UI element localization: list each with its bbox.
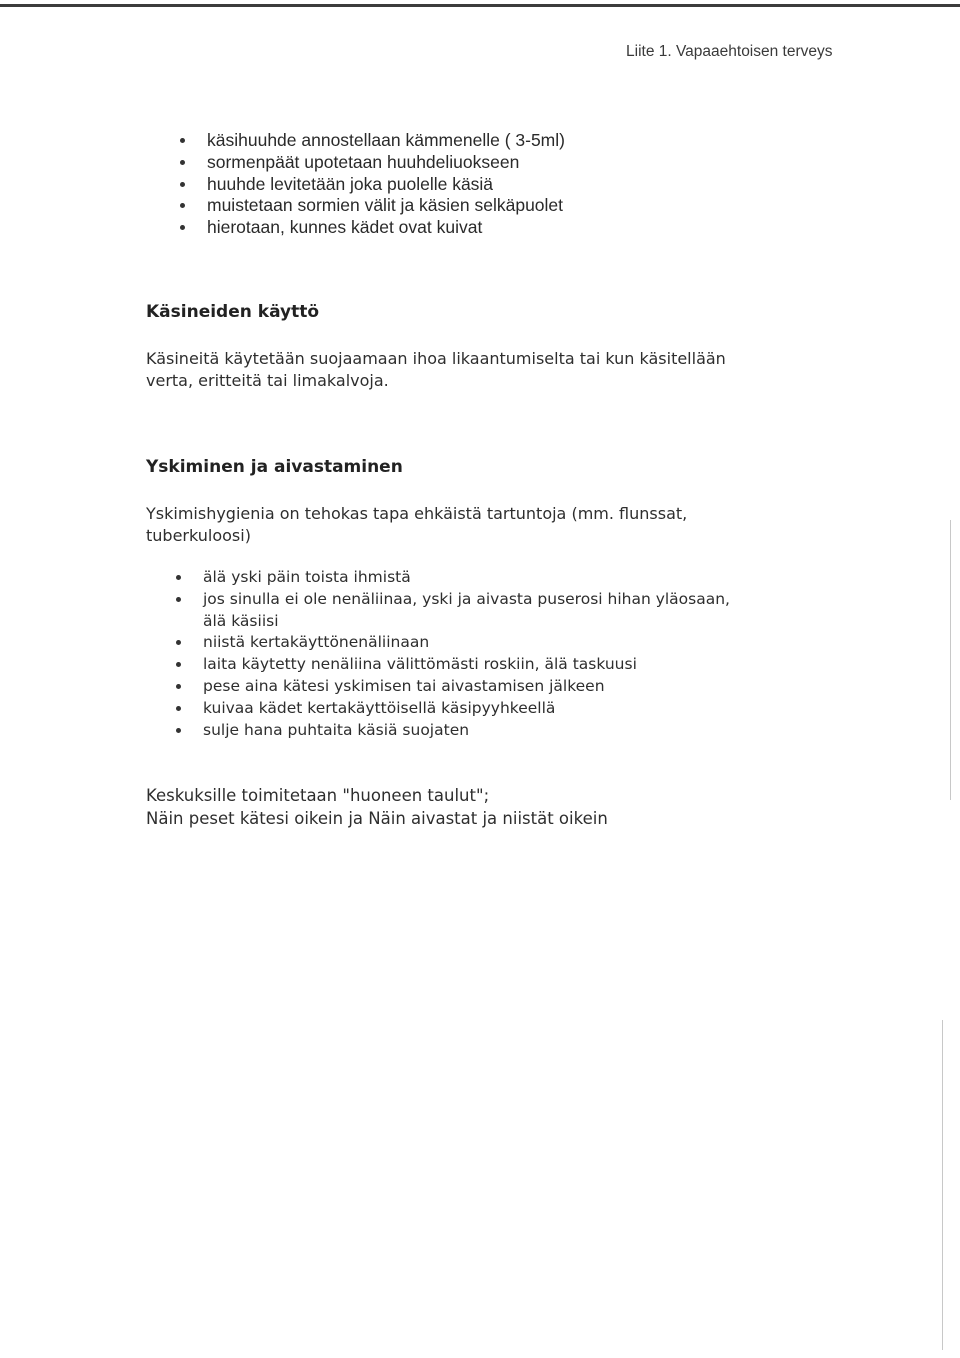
cough-paragraph: Yskimishygienia on tehokas tapa ehkäistä tartuntoja (mm. flunssat, tuberkuloosi) [146,504,688,545]
cough-heading: Yskiminen ja aivastaminen [146,457,403,477]
list-item: sulje hana puhtaita käsiä suojaten [203,720,730,742]
bullet-icon [180,182,185,187]
footer-paragraph: Keskuksille toimitetaan "huoneen taulut"; Näin peset kätesi oikein ja Näin aivastat ja niistät oikein [146,786,608,828]
bullet-icon [180,160,185,165]
list-item: laita käytetty nenäliina välittömästi roskiin, älä taskuusi [203,654,730,676]
hand-rub-steps-list [207,130,565,239]
list-item: huuhde levitetään joka puolelle käsiä [207,174,565,196]
bullet-icon [176,597,181,602]
bullet-icon [180,203,185,208]
bullet-icon [176,706,181,711]
top-border-line [0,4,960,7]
gloves-paragraph: Käsineitä käytetään suojaamaan ihoa likaantumiselta tai kun käsitellään verta, eritteitä tai limakalvoja. [146,349,726,390]
scan-edge-mark [942,1020,943,1350]
bullet-icon [176,575,181,580]
list-item: hierotaan, kunnes kädet ovat kuivat [207,217,565,239]
bullet-icon [176,662,181,667]
list-item: pese aina kätesi yskimisen tai aivastamisen jälkeen [203,676,730,698]
list-item: älä yski päin toista ihmistä [203,567,730,589]
bullet-icon [180,138,185,143]
list-item: muistetaan sormien välit ja käsien selkäpuolet [207,195,565,217]
gloves-heading: Käsineiden käyttö [146,302,320,322]
page-header: Liite 1. Vapaaehtoisen terveys [626,43,833,60]
scan-edge-mark [950,520,951,800]
list-item: kuivaa kädet kertakäyttöisellä käsipyyhkeellä [203,698,730,720]
bullet-icon [180,225,185,230]
list-item: jos sinulla ei ole nenäliinaa, yski ja aivasta puserosi hihan yläosaan, älä käsiisi [203,589,730,633]
list-item: sormenpäät upotetaan huuhdeliuokseen [207,152,565,174]
bullet-icon [176,728,181,733]
bullet-icon [176,684,181,689]
cough-etiquette-list [203,567,730,741]
list-item: niistä kertakäyttönenäliinaan [203,632,730,654]
bullet-icon [176,640,181,645]
list-item: käsihuuhde annostellaan kämmenelle ( 3-5ml) [207,130,565,152]
